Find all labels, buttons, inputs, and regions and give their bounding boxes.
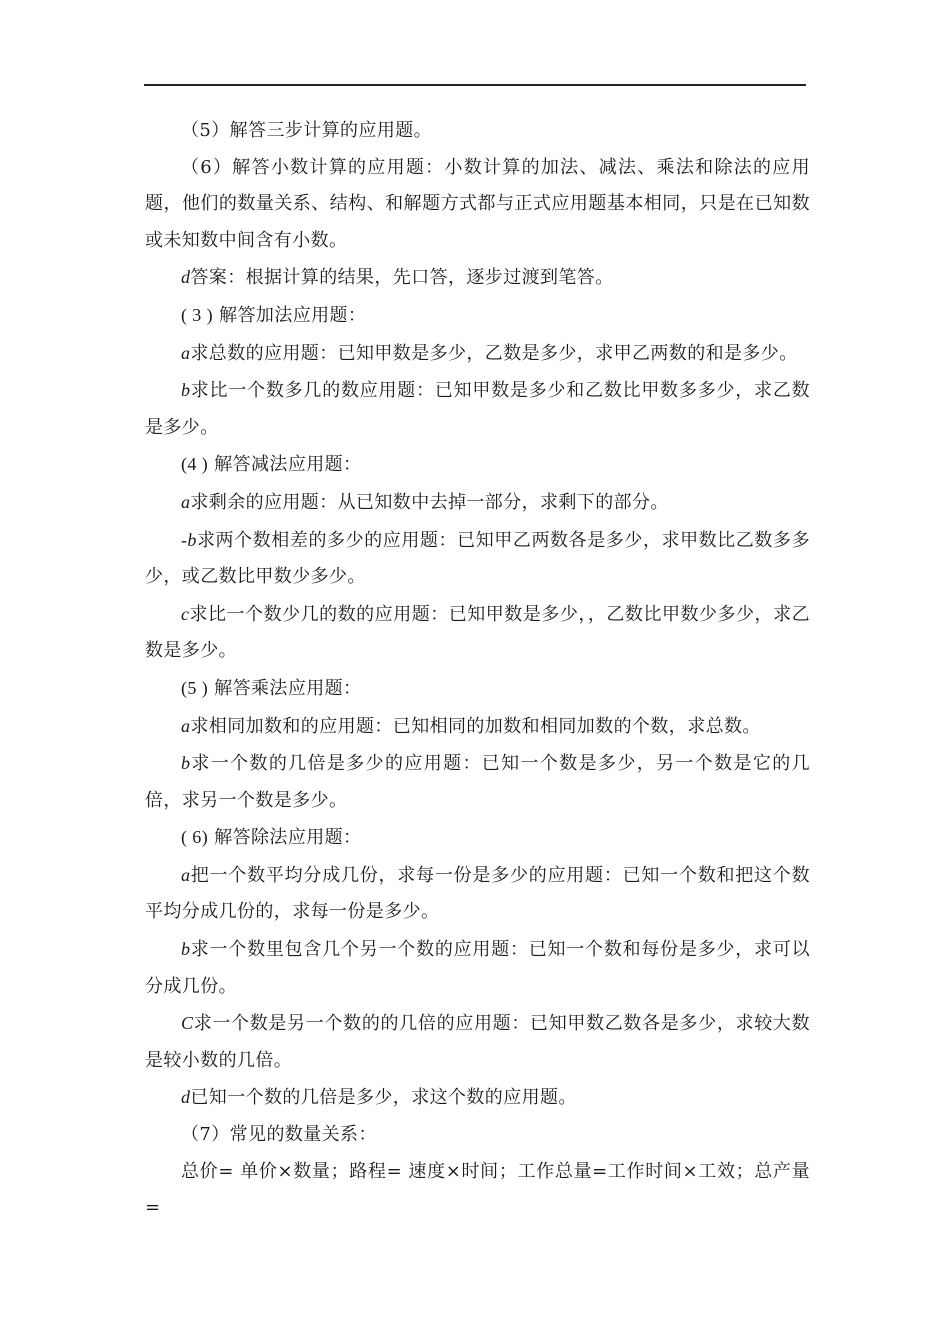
paragraph-quantity-relations-heading: （7）常见的数量关系： <box>181 1124 377 1146</box>
document-body <box>145 113 810 1227</box>
paragraph-quantity-formulas: 总价= 单价×数量；路程= 速度×时间；工作总量=工作时间×工效；总产量= <box>145 1160 810 1219</box>
paragraph-addition-b: b求比一个数多几的数应用题：已知甲数是多少和乙数比甲数多多少，求乙数是多少。 <box>145 380 810 438</box>
paragraph-division-b: b求一个数里包含几个另一个数的应用题：已知一个数和每份是多少，求可以分成几份。 <box>145 939 810 997</box>
paragraph-decimal-problems: （6）解答小数计算的应用题：小数计算的加法、减法、乘法和除法的应用题，他们的数量关系、结构、和解题方式都与正式应用题基本相同，只是在已知数或未知数中间含有小数。 <box>145 156 810 251</box>
header-rule <box>144 84 806 86</box>
paragraph-division-heading: ( 6) 解答除法应用题： <box>181 827 362 849</box>
paragraph-subtraction-a: a求剩余的应用题：从已知数中去掉一部分，求剩下的部分。 <box>181 491 669 513</box>
paragraph-addition-heading: ( 3 ) 解答加法应用题： <box>181 304 367 326</box>
paragraph-subtraction-c: c求比一个数少几的数的应用题：已知甲数是多少，，乙数比甲数少多少，求乙数是多少。 <box>145 603 810 662</box>
paragraph-multiplication-a: a求相同加数和的应用题：已知相同的加数和相同加数的个数，求总数。 <box>181 715 761 737</box>
paragraph-addition-a: a求总数的应用题：已知甲数是多少，乙数是多少，求甲乙两数的和是多少。 <box>181 342 798 364</box>
paragraph-multiplication-b: b求一个数的几倍是多少的应用题：已知一个数是多少，另一个数是它的几倍，求另一个数是多少。 <box>145 753 810 811</box>
paragraph-division-a: a把一个数平均分成几份，求每一份是多少的应用题：已知一个数和把这个数平均分成几份的，求每一份是多少。 <box>145 864 810 923</box>
paragraph-subtraction-b: -b求两个数相差的多少的应用题：已知甲乙两数各是多少，求甲数比乙数多多少，或乙数比甲数少多少。 <box>145 529 810 588</box>
paragraph-division-c: C求一个数是另一个数的的几倍的应用题：已知甲数乙数各是多少，求较大数是较小数的几倍。 <box>145 1013 810 1071</box>
paragraph-subtraction-heading: (4 ) 解答减法应用题： <box>181 454 362 476</box>
paragraph-step-three: （5）解答三步计算的应用题。 <box>181 120 433 141</box>
paragraph-multiplication-heading: (5 ) 解答乘法应用题： <box>181 677 362 699</box>
paragraph-division-d: d已知一个数的几倍是多少，求这个数的应用题。 <box>181 1087 577 1109</box>
paragraph-answer: d答案：根据计算的结果，先口答，逐步过渡到笔答。 <box>181 267 614 289</box>
